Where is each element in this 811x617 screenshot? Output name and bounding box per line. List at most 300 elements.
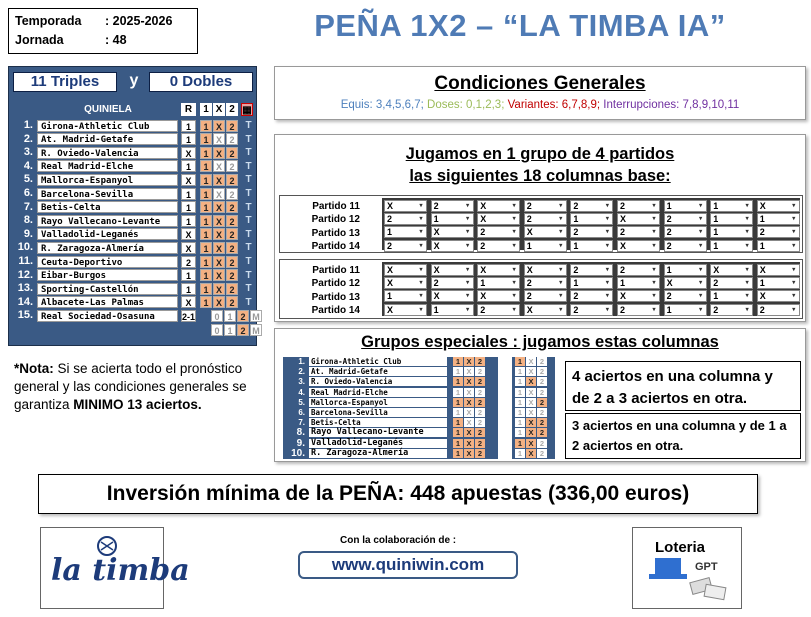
prediction-cell[interactable]: X: [213, 174, 225, 186]
column-select[interactable]: [431, 264, 474, 276]
column-select[interactable]: [664, 290, 707, 302]
prediction-cell[interactable]: X: [526, 367, 536, 376]
chevron-down-icon[interactable]: ▾: [652, 229, 656, 236]
special-groups-table: [283, 357, 555, 459]
chevron-down-icon[interactable]: ▾: [605, 293, 609, 300]
column-select[interactable]: [710, 277, 753, 289]
chevron-down-icon[interactable]: ▾: [512, 229, 516, 236]
chevron-down-icon[interactable]: ▾: [512, 280, 516, 287]
column-select[interactable]: [570, 200, 613, 212]
prediction-cell[interactable]: 2: [226, 283, 238, 295]
chevron-down-icon[interactable]: ▾: [792, 242, 796, 249]
column-select[interactable]: [617, 240, 660, 252]
prediction-cell[interactable]: X: [213, 296, 225, 308]
chevron-down-icon[interactable]: ▾: [699, 203, 703, 209]
chevron-down-icon[interactable]: ▾: [699, 293, 703, 300]
prediction-cell[interactable]: X: [213, 201, 225, 213]
prediction-cell[interactable]: 1: [200, 296, 212, 308]
prediction-cell[interactable]: 1: [515, 377, 525, 386]
prediction-cell[interactable]: 1: [200, 188, 212, 200]
column-select[interactable]: [384, 240, 427, 252]
season-label: Temporada: [15, 14, 82, 28]
prediction-cell[interactable]: 1: [200, 133, 212, 145]
chevron-down-icon[interactable]: ▾: [652, 267, 656, 273]
prediction-cell[interactable]: M: [250, 324, 262, 336]
chevron-down-icon[interactable]: ▾: [466, 306, 470, 313]
column-select[interactable]: [431, 240, 474, 252]
chevron-down-icon[interactable]: ▾: [745, 229, 749, 236]
prediction-cell[interactable]: 2: [226, 256, 238, 268]
column-select[interactable]: [431, 213, 474, 225]
column-select[interactable]: [664, 264, 707, 276]
column-select[interactable]: [570, 226, 613, 238]
column-select[interactable]: [570, 277, 613, 289]
column-select[interactable]: [757, 240, 800, 252]
chevron-down-icon[interactable]: ▾: [745, 203, 749, 209]
special-row: [283, 449, 555, 459]
column-select[interactable]: [384, 264, 427, 276]
chevron-down-icon[interactable]: ▾: [512, 216, 516, 223]
column-select[interactable]: [570, 290, 613, 302]
prediction-cell[interactable]: X: [526, 398, 536, 407]
prediction-cell[interactable]: X: [213, 228, 225, 240]
prediction-cell[interactable]: 1: [515, 357, 525, 366]
chevron-down-icon[interactable]: ▾: [419, 203, 423, 209]
partido-label: Partido 13: [311, 291, 360, 303]
column-select[interactable]: [524, 304, 567, 316]
column-select[interactable]: [617, 290, 660, 302]
chevron-down-icon[interactable]: ▾: [466, 203, 470, 209]
chevron-down-icon[interactable]: ▾: [605, 216, 609, 223]
prediction-cell[interactable]: X: [213, 256, 225, 268]
prediction-cell[interactable]: 1: [200, 215, 212, 227]
partido-label: Partido 12: [311, 214, 360, 226]
prediction-cell[interactable]: 2: [475, 428, 485, 437]
prediction-cell[interactable]: 2: [537, 377, 547, 386]
row-number: 9.: [296, 437, 305, 449]
chevron-down-icon[interactable]: ▾: [559, 267, 563, 273]
prediction-cell[interactable]: 1: [453, 357, 463, 366]
prediction-cell[interactable]: 0: [211, 324, 223, 336]
chevron-down-icon[interactable]: ▾: [466, 267, 470, 273]
column-select[interactable]: [710, 304, 753, 316]
special-groups-box: [274, 328, 806, 462]
prediction-cell[interactable]: 1: [200, 228, 212, 240]
column-select-value: 1: [480, 278, 486, 289]
quiniela-header-2: 2: [226, 103, 238, 116]
prediction-cell[interactable]: 2: [226, 228, 238, 240]
prediction-cell[interactable]: 1: [515, 439, 525, 448]
column-select[interactable]: [617, 264, 660, 276]
prediction-cell[interactable]: 1: [453, 377, 463, 386]
column-select[interactable]: [757, 290, 800, 302]
column-select[interactable]: [524, 200, 567, 212]
prediction-cell[interactable]: X: [464, 418, 474, 427]
prediction-cell[interactable]: X: [213, 133, 225, 145]
chevron-down-icon[interactable]: ▾: [419, 267, 423, 273]
chevron-down-icon[interactable]: ▾: [559, 293, 563, 300]
chevron-down-icon[interactable]: ▾: [792, 306, 796, 313]
quiniela-row: [13, 214, 255, 227]
column-select-value: 2: [666, 214, 672, 225]
chevron-down-icon[interactable]: ▾: [652, 280, 656, 287]
column-select[interactable]: [617, 304, 660, 316]
chevron-down-icon[interactable]: ▾: [699, 306, 703, 313]
column-select[interactable]: [757, 226, 800, 238]
column-select[interactable]: [477, 240, 520, 252]
prediction-cell[interactable]: 2: [226, 269, 238, 281]
prediction-cell[interactable]: X: [213, 120, 225, 132]
prediction-cell[interactable]: 2: [226, 160, 238, 172]
prediction-cell[interactable]: 2: [226, 188, 238, 200]
column-select[interactable]: [477, 290, 520, 302]
prediction-cell[interactable]: 1: [200, 242, 212, 254]
quiniwin-link[interactable]: www.quiniwin.com: [298, 551, 518, 579]
triple-marker: T: [245, 188, 252, 199]
round-value: : 48: [105, 33, 127, 47]
column-select[interactable]: [524, 290, 567, 302]
chevron-down-icon[interactable]: ▾: [652, 242, 656, 249]
chevron-down-icon[interactable]: ▾: [745, 306, 749, 313]
prediction-cell[interactable]: 2: [475, 357, 485, 366]
prediction-cell[interactable]: X: [526, 357, 536, 366]
chevron-down-icon[interactable]: ▾: [419, 216, 423, 223]
partido-label: Partido 11: [312, 265, 360, 276]
prediction-cell[interactable]: 1: [200, 147, 212, 159]
prediction-cell[interactable]: X: [464, 367, 474, 376]
column-select[interactable]: [617, 213, 660, 225]
column-select[interactable]: [524, 213, 567, 225]
row-number: 5.: [23, 173, 33, 186]
prediction-cell[interactable]: 2: [537, 428, 547, 437]
chevron-down-icon[interactable]: ▾: [699, 216, 703, 223]
prediction-cell[interactable]: X: [213, 215, 225, 227]
column-select[interactable]: [477, 213, 520, 225]
prediction-cell[interactable]: X: [464, 398, 474, 407]
prediction-cell[interactable]: 2: [537, 388, 547, 397]
column-select[interactable]: [477, 277, 520, 289]
prediction-cell[interactable]: X: [464, 449, 474, 458]
column-select[interactable]: [664, 240, 707, 252]
match-name: Betis-Celta: [309, 418, 447, 427]
prediction-cell[interactable]: 1: [453, 439, 463, 448]
prediction-cell[interactable]: X: [213, 269, 225, 281]
prediction-cell[interactable]: 1: [515, 449, 525, 458]
chevron-down-icon[interactable]: ▾: [559, 242, 563, 249]
column-select[interactable]: [570, 213, 613, 225]
prediction-cell[interactable]: 1: [200, 283, 212, 295]
prediction-cell[interactable]: 2: [226, 215, 238, 227]
chevron-down-icon[interactable]: ▾: [699, 242, 703, 249]
chevron-down-icon[interactable]: ▾: [652, 203, 656, 209]
column-select[interactable]: [757, 213, 800, 225]
grid-icon[interactable]: ▦: [242, 105, 252, 116]
chevron-down-icon[interactable]: ▾: [745, 267, 749, 273]
chevron-down-icon[interactable]: ▾: [512, 242, 516, 249]
prediction-cell[interactable]: 2: [537, 367, 547, 376]
prediction-cell[interactable]: 2: [226, 133, 238, 145]
conditions-box: [274, 66, 806, 120]
column-select[interactable]: [570, 304, 613, 316]
chevron-down-icon[interactable]: ▾: [512, 267, 516, 273]
match-name: Barcelona-Sevilla: [309, 408, 447, 417]
column-select[interactable]: [757, 277, 800, 289]
prediction-cell[interactable]: 2: [226, 296, 238, 308]
column-select[interactable]: [477, 200, 520, 212]
prediction-cell[interactable]: X: [464, 439, 474, 448]
prediction-cell[interactable]: 2: [537, 357, 547, 366]
prediction-cell[interactable]: 2: [226, 174, 238, 186]
column-select[interactable]: [477, 304, 520, 316]
chevron-down-icon[interactable]: ▾: [559, 229, 563, 236]
chevron-down-icon[interactable]: ▾: [699, 280, 703, 287]
column-select[interactable]: [384, 226, 427, 238]
prediction-cell[interactable]: X: [526, 439, 536, 448]
chevron-down-icon[interactable]: ▾: [792, 293, 796, 300]
prediction-cell[interactable]: X: [213, 160, 225, 172]
prediction-cell[interactable]: 2: [475, 408, 485, 417]
chevron-down-icon[interactable]: ▾: [605, 280, 609, 287]
chevron-down-icon[interactable]: ▾: [512, 306, 516, 313]
chevron-down-icon[interactable]: ▾: [512, 203, 516, 209]
column-select[interactable]: [617, 200, 660, 212]
column-select[interactable]: [384, 277, 427, 289]
prediction-cell[interactable]: 2: [237, 310, 249, 322]
row-number: 3.: [23, 146, 33, 159]
chevron-down-icon[interactable]: ▾: [512, 293, 516, 300]
column-select[interactable]: [384, 290, 427, 302]
chevron-down-icon[interactable]: ▾: [466, 229, 470, 236]
result-cell: 1: [181, 188, 196, 200]
prediction-cell[interactable]: X: [213, 283, 225, 295]
prediction-cell[interactable]: 2: [475, 439, 485, 448]
chevron-down-icon[interactable]: ▾: [559, 280, 563, 287]
chevron-down-icon[interactable]: ▾: [605, 203, 609, 209]
chevron-down-icon[interactable]: ▾: [559, 306, 563, 313]
chevron-down-icon[interactable]: ▾: [745, 293, 749, 300]
column-select[interactable]: [431, 277, 474, 289]
result-cell: 2-1: [182, 311, 196, 322]
column-select[interactable]: [664, 200, 707, 212]
chevron-down-icon[interactable]: ▾: [559, 203, 563, 209]
chevron-down-icon[interactable]: ▾: [652, 293, 656, 300]
result-cell: X: [181, 242, 196, 254]
result-cell: X: [181, 174, 196, 186]
chevron-down-icon[interactable]: ▾: [419, 280, 423, 287]
collaboration-label: Con la colaboración de :: [340, 535, 457, 546]
column-select[interactable]: [384, 200, 427, 212]
column-select[interactable]: [710, 290, 753, 302]
triple-marker: T: [245, 215, 252, 227]
column-select[interactable]: [664, 226, 707, 238]
prediction-cell[interactable]: M: [250, 310, 262, 322]
prediction-cell[interactable]: X: [526, 428, 536, 437]
prediction-cell[interactable]: 1: [453, 388, 463, 397]
chevron-down-icon[interactable]: ▾: [652, 216, 656, 223]
match-name: Girona-Athletic Club: [309, 357, 447, 366]
column-select[interactable]: [477, 264, 520, 276]
chevron-down-icon[interactable]: ▾: [466, 280, 470, 287]
chevron-down-icon[interactable]: ▾: [745, 216, 749, 223]
prediction-cell[interactable]: 1: [200, 256, 212, 268]
prediction-cell[interactable]: 1: [200, 160, 212, 172]
prediction-cell[interactable]: 1: [515, 408, 525, 417]
prediction-cell[interactable]: 2: [537, 408, 547, 417]
column-select[interactable]: [431, 290, 474, 302]
column-select[interactable]: [524, 226, 567, 238]
prediction-cell[interactable]: 2: [237, 324, 249, 336]
prediction-cell[interactable]: 2: [475, 418, 485, 427]
prediction-cell[interactable]: 1: [453, 428, 463, 437]
chevron-down-icon[interactable]: ▾: [745, 280, 749, 287]
prediction-cell[interactable]: X: [464, 388, 474, 397]
column-select-value: 2: [480, 227, 486, 238]
column-select[interactable]: [570, 240, 613, 252]
column-select[interactable]: [710, 226, 753, 238]
column-select[interactable]: [710, 240, 753, 252]
prediction-cell[interactable]: 2: [226, 147, 238, 159]
prediction-cell[interactable]: 0: [211, 310, 223, 322]
chevron-down-icon[interactable]: ▾: [792, 216, 796, 223]
column-select[interactable]: [757, 304, 800, 316]
prediction-cell[interactable]: 1: [515, 418, 525, 427]
column-select[interactable]: [384, 304, 427, 316]
prediction-cell[interactable]: 1: [453, 398, 463, 407]
quiniela-row: [13, 296, 255, 309]
chevron-down-icon[interactable]: ▾: [652, 306, 656, 313]
chevron-down-icon[interactable]: ▾: [745, 242, 749, 249]
column-select-value: 2: [573, 291, 579, 302]
prediction-cell[interactable]: 2: [537, 449, 547, 458]
result-cell: 2: [181, 256, 196, 268]
prediction-cell[interactable]: 2: [226, 201, 238, 213]
quiniela-row: [13, 201, 255, 214]
chevron-down-icon[interactable]: ▾: [419, 293, 423, 300]
column-select[interactable]: [384, 213, 427, 225]
column-select[interactable]: [431, 304, 474, 316]
column-select[interactable]: [664, 213, 707, 225]
column-select[interactable]: [617, 226, 660, 238]
prediction-cell[interactable]: 2: [475, 377, 485, 386]
prediction-cell[interactable]: 1: [200, 174, 212, 186]
quiniela-header-x: X: [213, 103, 225, 116]
prediction-cell[interactable]: X: [526, 408, 536, 417]
prediction-cell[interactable]: X: [526, 449, 536, 458]
column-select-value: 2: [526, 201, 532, 211]
prediction-cell[interactable]: 2: [475, 449, 485, 458]
chevron-down-icon[interactable]: ▾: [792, 280, 796, 287]
prediction-cell[interactable]: X: [464, 408, 474, 417]
column-select[interactable]: [710, 200, 753, 212]
prediction-cell[interactable]: 1: [200, 201, 212, 213]
chevron-down-icon[interactable]: ▾: [605, 267, 609, 273]
chevron-down-icon[interactable]: ▾: [605, 306, 609, 313]
prediction-cell[interactable]: 1: [200, 120, 212, 132]
prediction-cell[interactable]: X: [213, 242, 225, 254]
column-select[interactable]: [710, 213, 753, 225]
column-select[interactable]: [757, 200, 800, 212]
partido-label: Partido 14: [311, 240, 360, 252]
prediction-cell[interactable]: X: [526, 418, 536, 427]
column-select[interactable]: [431, 226, 474, 238]
chevron-down-icon[interactable]: ▾: [559, 216, 563, 223]
column-select-value: 1: [620, 278, 626, 289]
chevron-down-icon[interactable]: ▾: [792, 203, 796, 209]
prediction-cell[interactable]: 1: [515, 388, 525, 397]
column-select[interactable]: [757, 264, 800, 276]
prediction-cell[interactable]: 1: [200, 269, 212, 281]
column-select[interactable]: [617, 277, 660, 289]
prediction-cell[interactable]: 2: [226, 242, 238, 254]
prediction-cell[interactable]: X: [464, 357, 474, 366]
prediction-cell[interactable]: 1: [453, 408, 463, 417]
chevron-down-icon[interactable]: ▾: [466, 242, 470, 249]
chevron-down-icon[interactable]: ▾: [466, 293, 470, 300]
prediction-cell[interactable]: 2: [475, 398, 485, 407]
prediction-cell[interactable]: 1: [453, 418, 463, 427]
prediction-cell[interactable]: X: [464, 377, 474, 386]
prediction-cell[interactable]: 2: [475, 367, 485, 376]
column-select[interactable]: [664, 277, 707, 289]
chevron-down-icon[interactable]: ▾: [419, 229, 423, 236]
quiniela-header-label: QUINIELA: [84, 104, 132, 115]
column-select-value: X: [526, 304, 533, 315]
column-select[interactable]: [664, 304, 707, 316]
equis-condition: Equis: 3,4,5,6,7;: [340, 99, 424, 111]
chevron-down-icon[interactable]: ▾: [699, 229, 703, 236]
chevron-down-icon[interactable]: ▾: [466, 216, 470, 223]
prediction-cell[interactable]: 1: [453, 367, 463, 376]
column-select[interactable]: [524, 277, 567, 289]
column-select[interactable]: [431, 200, 474, 212]
row-number: 4.: [298, 387, 305, 397]
prediction-cell[interactable]: 1: [515, 428, 525, 437]
column-select-value: 2: [526, 278, 532, 289]
prediction-cell[interactable]: 2: [226, 120, 238, 132]
result-cell: 1: [181, 120, 196, 132]
chevron-down-icon[interactable]: ▾: [792, 229, 796, 236]
prediction-cell[interactable]: 2: [537, 398, 547, 407]
prediction-cell[interactable]: 1: [224, 324, 236, 336]
prediction-cell[interactable]: 1: [515, 398, 525, 407]
column-select[interactable]: [524, 240, 567, 252]
chevron-down-icon[interactable]: ▾: [699, 267, 703, 273]
chevron-down-icon[interactable]: ▾: [605, 229, 609, 236]
prediction-cell[interactable]: 2: [537, 418, 547, 427]
prediction-cell[interactable]: 2: [537, 439, 547, 448]
column-select[interactable]: [710, 264, 753, 276]
prediction-cell[interactable]: X: [526, 377, 536, 386]
chevron-down-icon[interactable]: ▾: [419, 306, 423, 313]
chevron-down-icon[interactable]: ▾: [605, 242, 609, 249]
chevron-down-icon[interactable]: ▾: [792, 267, 796, 273]
column-select[interactable]: [570, 264, 613, 276]
prediction-cell[interactable]: X: [526, 388, 536, 397]
prediction-cell[interactable]: 1: [515, 367, 525, 376]
prediction-cell[interactable]: X: [213, 188, 225, 200]
prediction-cell[interactable]: X: [213, 147, 225, 159]
column-select[interactable]: [524, 264, 567, 276]
column-select[interactable]: [477, 226, 520, 238]
prediction-cell[interactable]: X: [464, 428, 474, 437]
prediction-cell[interactable]: 1: [224, 310, 236, 322]
match-name: Betis-Celta: [37, 201, 178, 213]
row-number: 7.: [23, 200, 33, 213]
match-name: Rayo Vallecano-Levante: [309, 428, 447, 437]
prediction-cell[interactable]: 1: [453, 449, 463, 458]
prediction-cell[interactable]: 2: [475, 388, 485, 397]
chevron-down-icon[interactable]: ▾: [419, 242, 423, 249]
